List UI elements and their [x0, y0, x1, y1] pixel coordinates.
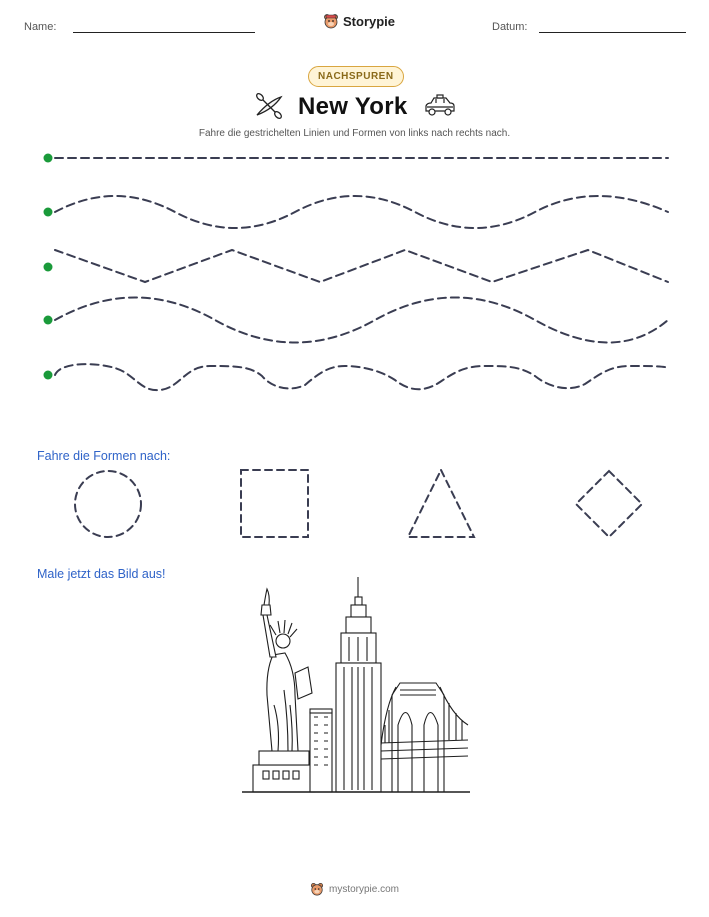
instructions: Fahre die gestrichelten Linien und Formen von links nach rechts nach.: [198, 128, 511, 139]
start-dot: [44, 154, 53, 163]
shapes-area[interactable]: [0, 460, 709, 550]
tracing-line-zigzag: [55, 250, 668, 282]
start-dot: [44, 208, 53, 217]
brand-logo: [323, 13, 395, 29]
trace-diamond: [576, 471, 642, 537]
date-write-line[interactable]: [539, 32, 686, 33]
tracing-line-wave-2: [55, 298, 668, 343]
date-label: Datum:: [492, 21, 528, 33]
bear-logo-icon: [323, 13, 339, 29]
tracing-line-wave: [55, 196, 668, 228]
activity-badge: NACHSPUREN: [308, 66, 404, 87]
tracing-lines-area[interactable]: [0, 140, 709, 410]
footer: [0, 882, 709, 896]
start-dot: [44, 371, 53, 380]
trace-circle: [75, 471, 141, 537]
brand-name: Storypie: [343, 13, 396, 29]
left-building: [310, 709, 332, 792]
kayak-icon: [254, 91, 284, 121]
name-write-line[interactable]: [73, 32, 255, 33]
taxi-car-icon: [423, 94, 457, 118]
brooklyn-bridge: [381, 683, 468, 792]
page-title: New York: [298, 93, 408, 120]
coloring-section-label: Male jetzt das Bild aus!: [37, 567, 166, 581]
start-dot: [44, 316, 53, 325]
bear-logo-icon: [310, 882, 324, 896]
new-york-skyline-illustration[interactable]: [240, 575, 472, 797]
trace-triangle: [408, 470, 474, 537]
empire-state-building: [336, 577, 381, 792]
start-dot: [44, 263, 53, 272]
footer-url[interactable]: mystorypie.com: [328, 883, 399, 895]
trace-square: [241, 470, 308, 537]
shapes-section-label: Fahre die Formen nach:: [37, 449, 171, 463]
statue-of-liberty: [253, 589, 315, 792]
name-label: Name:: [24, 21, 57, 33]
tracing-line-wave-loops: [55, 364, 668, 390]
